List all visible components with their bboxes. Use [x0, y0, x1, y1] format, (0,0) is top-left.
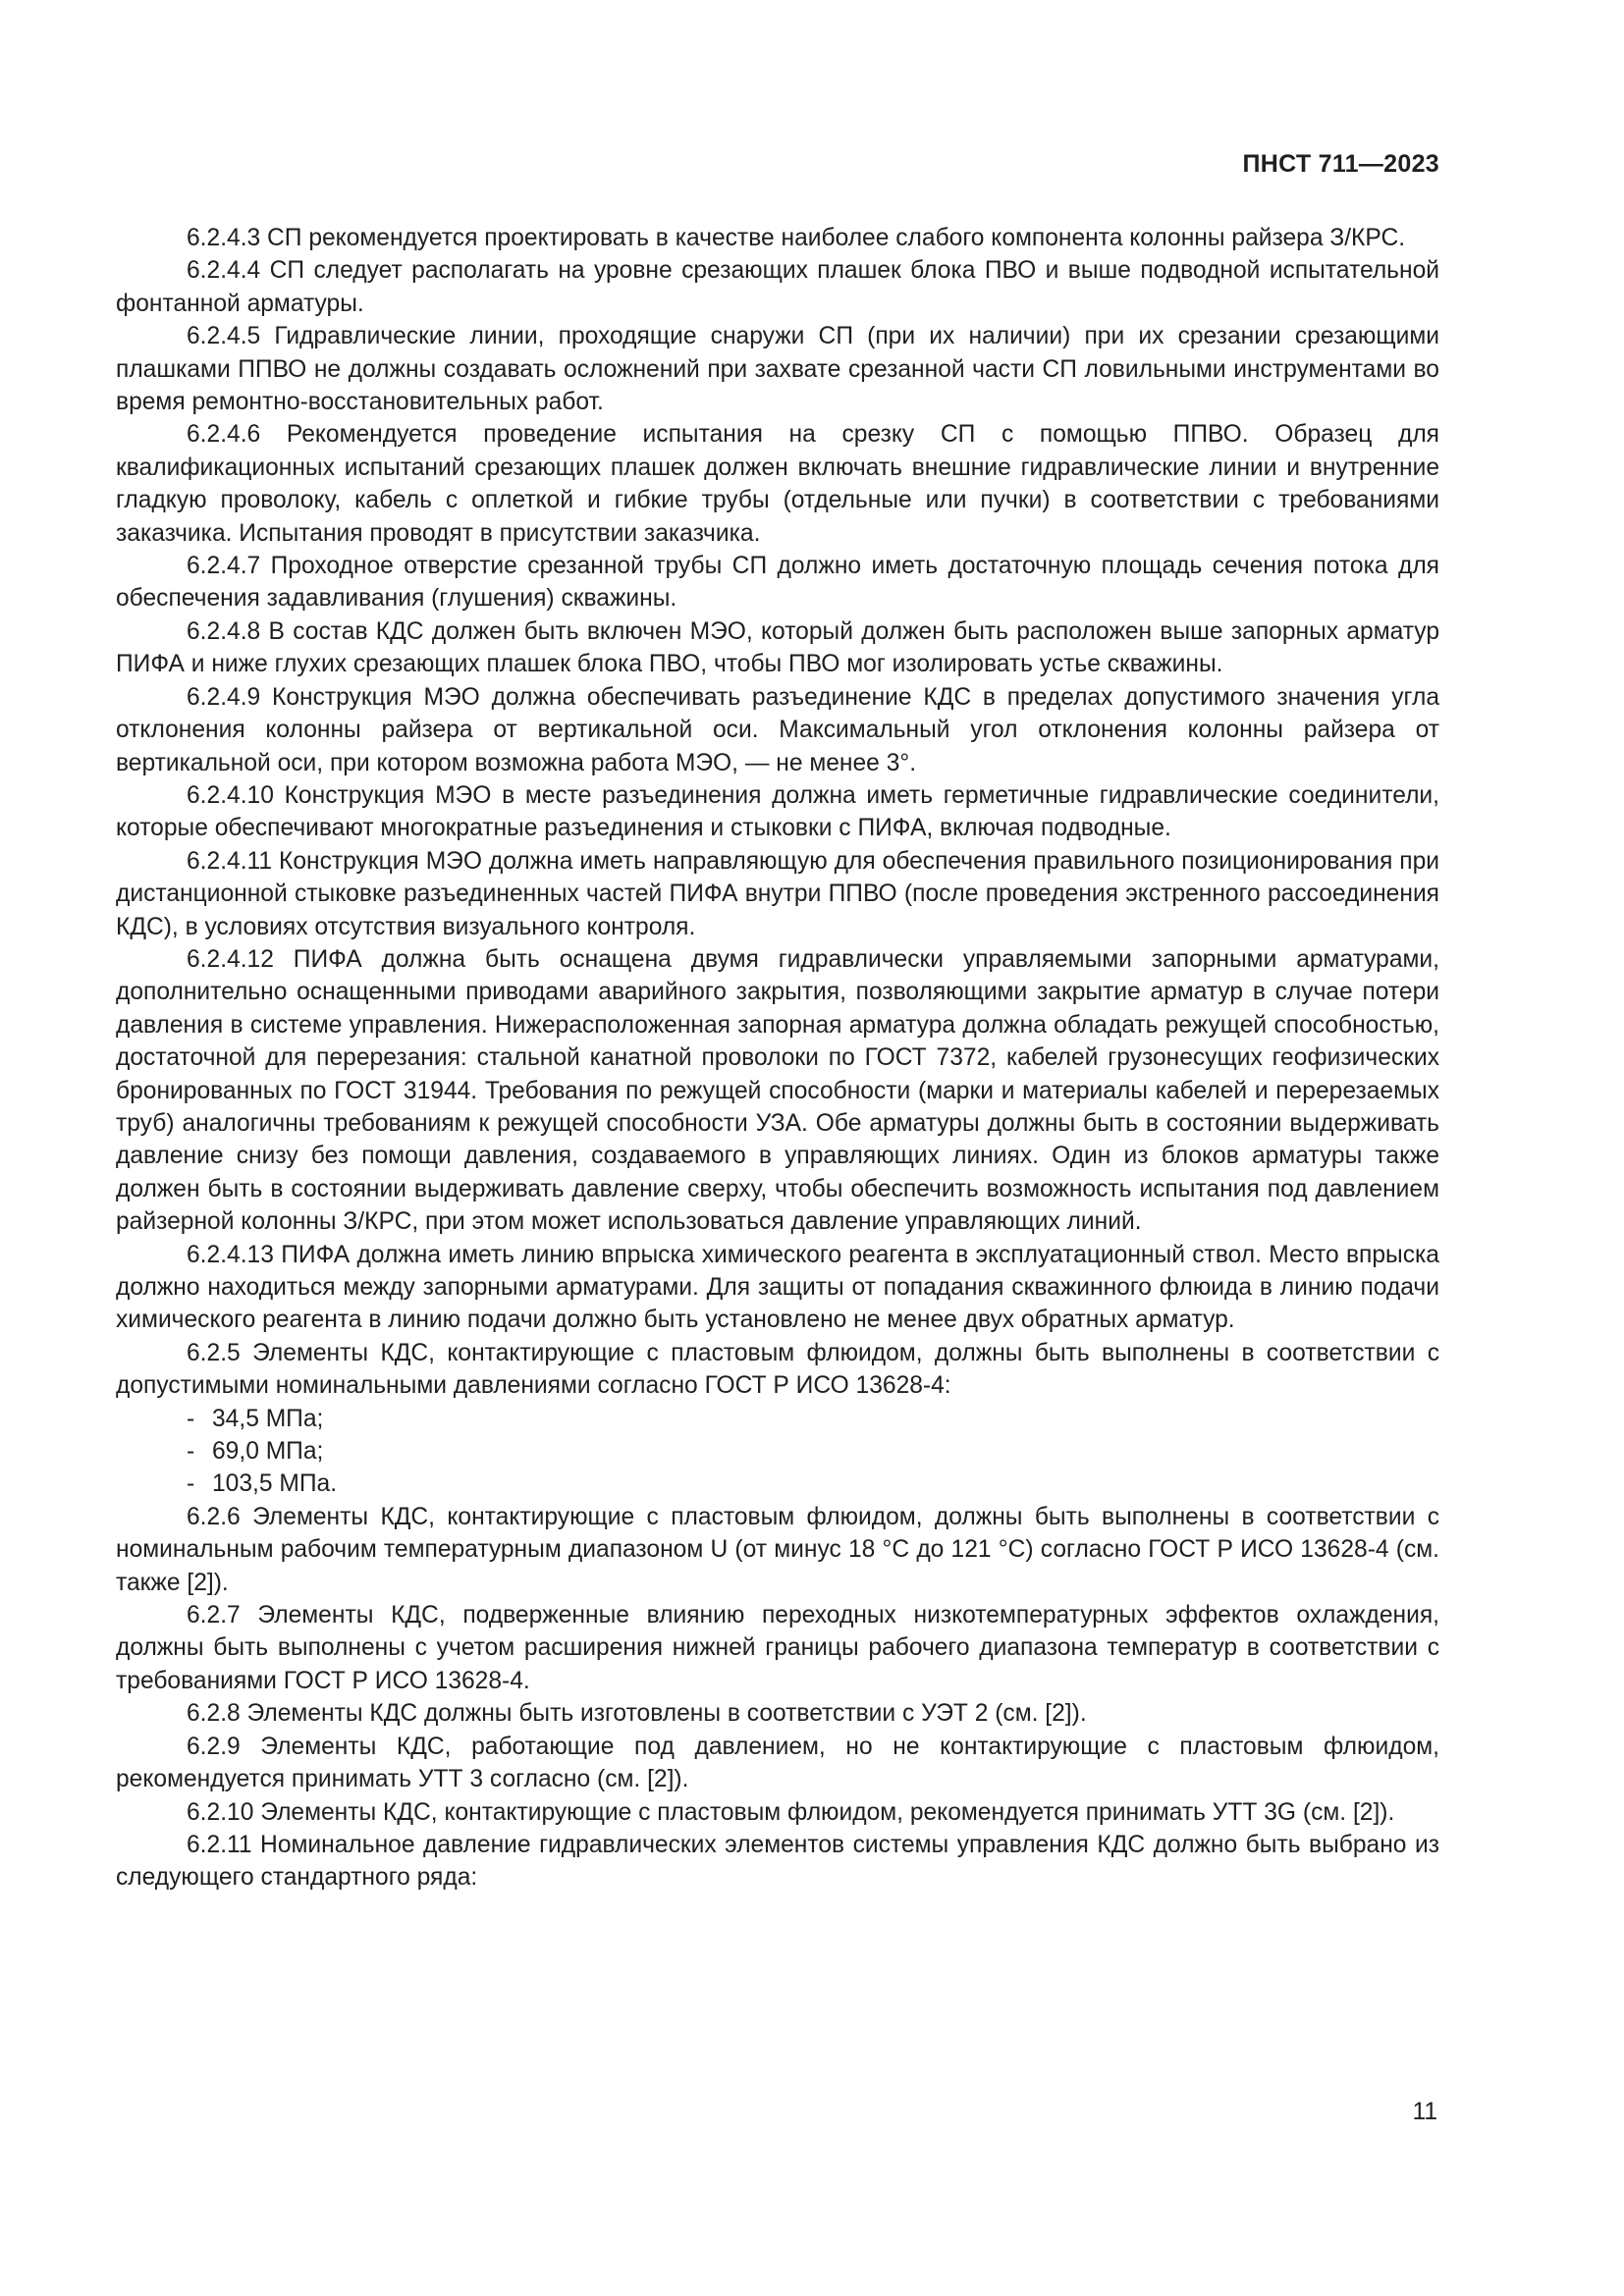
paragraph-6-2-10: 6.2.10 Элементы КДС, контактирующие с пластовым флюидом, рекомендуется принимать УТТ 3G (см. [2]).: [187, 1798, 1395, 1826]
paragraph-6-2-4-9: 6.2.4.9 Конструкция МЭО должна обеспечивать разъединение КДС в пределах допустимого значения угла отклонения колонны райзера от вертикальной оси. Максимальный угол отклонения колонны райзера от вертикальной оси, при котором возможна работа МЭО, — не менее 3°.: [116, 683, 1439, 776]
page-number: 11: [1412, 2099, 1437, 2125]
paragraph-6-2-4-7: 6.2.4.7 Проходное отверстие срезанной трубы СП должно иметь достаточную площадь сечения потока для обеспечения задавливания (глушения) скважины.: [116, 553, 1439, 613]
list-item-text: 103,5 МПа.: [212, 1470, 338, 1498]
paragraph-6-2-7: 6.2.7 Элементы КДС, подверженные влиянию переходных низкотемпературных эффектов охлаждения, должны быть выполнены с учетом расширения нижней границы рабочего диапазона температур в соответствии с требованиями ГОСТ Р ИСО 13628-4.: [116, 1602, 1439, 1694]
paragraph-6-2-6: 6.2.6 Элементы КДС, контактирующие с пластовым флюидом, должны быть выполнены в соответствии с номинальным рабочим температурным диапазоном U (от минус 18 °С до 121 °С) согласно ГОСТ Р ИСО 13628-4 (см. также [2]).: [116, 1503, 1439, 1596]
list-item-text: 69,0 МПа;: [212, 1438, 324, 1466]
list-item: - 69,0 МПа;: [187, 1438, 324, 1466]
paragraph-6-2-4-10: 6.2.4.10 Конструкция МЭО в месте разъединения должна иметь герметичные гидравлические соединители, которые обеспечивают многократные разъединения и стыковки с ПИФА, включая подводные.: [116, 781, 1439, 842]
pressure-list: [116, 1403, 1439, 1501]
paragraph-6-2-4-6: 6.2.4.6 Рекомендуется проведение испытания на срезку СП с помощью ППВО. Образец для квалификационных испытаний срезающих плашек должен включать внешние гидравлические линии и внутренние гладкую проволоку, кабель с оплеткой и гибкие трубы (отдельные или пучки) в соответствии с требованиями заказчика. Испытания проводят в присутствии заказчика.: [116, 421, 1439, 547]
list-item: - 34,5 МПа;: [187, 1405, 324, 1432]
paragraph-6-2-4-12: 6.2.4.12 ПИФА должна быть оснащена двумя гидравлически управляемыми запорными арматурами, дополнительно оснащенными приводами аварийного закрытия, позволяющими закрытие арматур в случае потери давления в системе управления. Нижерасположенная запорная арматура должна обладать режущей способностью, достаточной для перерезания: стальной канатной проволоки по ГОСТ 7372, кабелей грузонесущих геофизических бронированных по ГОСТ 31944. Требования по режущей способности (марки и материалы кабелей и перерезаемых труб) аналогичны требованиям к режущей способности УЗА. Обе арматуры должны быть в состоянии выдерживать давление снизу без помощи давления, создаваемого в управляющих линиях. Один из блоков арматуры также должен быть в состоянии выдерживать давление сверху, чтобы обеспечить возможность испытания под давлением райзерной колонны З/КРС, при этом может использоваться давление управляющих линий.: [116, 945, 1439, 1236]
document-body: [116, 222, 1439, 1895]
paragraph-6-2-4-8: 6.2.4.8 В состав КДС должен быть включен МЭО, который должен быть расположен выше запорных арматур ПИФА и ниже глухих срезающих плашек блока ПВО, чтобы ПВО мог изолировать устье скважины.: [116, 617, 1439, 678]
paragraph-6-2-8: 6.2.8 Элементы КДС должны быть изготовлены в соответствии с УЭТ 2 (см. [2]).: [187, 1700, 1087, 1728]
list-item: - 103,5 МПа.: [187, 1470, 338, 1498]
paragraph-6-2-9: 6.2.9 Элементы КДС, работающие под давлением, но не контактирующие с пластовым флюидом, рекомендуется принимать УТТ 3 согласно (см. [2]).: [116, 1733, 1439, 1793]
paragraph-6-2-5: 6.2.5 Элементы КДС, контактирующие с пластовым флюидом, должны быть выполнены в соответствии с допустимыми номинальными давлениями согласно ГОСТ Р ИСО 13628-4:: [116, 1339, 1439, 1400]
paragraph-6-2-4-3: 6.2.4.3 СП рекомендуется проектировать в качестве наиболее слабого компонента колонны райзера З/КРС.: [187, 225, 1406, 251]
paragraph-6-2-11: 6.2.11 Номинальное давление гидравлических элементов системы управления КДС должно быть выбрано из следующего стандартного ряда:: [116, 1831, 1439, 1892]
paragraph-6-2-4-5: 6.2.4.5 Гидравлические линии, проходящие снаружи СП (при их наличии) при их срезании срезающими плашками ППВО не должны создавать осложнений при захвате срезанной части СП ловильными инструментами во время ремонтно-восстановительных работ.: [116, 323, 1439, 416]
paragraph-6-2-4-11: 6.2.4.11 Конструкция МЭО должна иметь направляющую для обеспечения правильного позиционирования при дистанционной стыковке разъединенных частей ПИФА внутри ППВО (после проведения экстренного рассоединения КДС), в условиях отсутствия визуального контроля.: [116, 847, 1439, 940]
document-id-header: ПНСТ 711—2023: [1242, 150, 1439, 178]
paragraph-6-2-4-13: 6.2.4.13 ПИФА должна иметь линию впрыска химического реагента в эксплуатационный ствол. Место впрыска должно находиться между запорными арматурами. Для защиты от попадания скважинного флюида в линию подачи химического реагента в линию подачи должно быть установлено не менее двух обратных арматур.: [116, 1241, 1439, 1334]
list-item-text: 34,5 МПа;: [212, 1405, 324, 1432]
paragraph-6-2-4-4: 6.2.4.4 СП следует располагать на уровне срезающих плашек блока ПВО и выше подводной испытательной фонтанной арматуры.: [116, 257, 1439, 317]
